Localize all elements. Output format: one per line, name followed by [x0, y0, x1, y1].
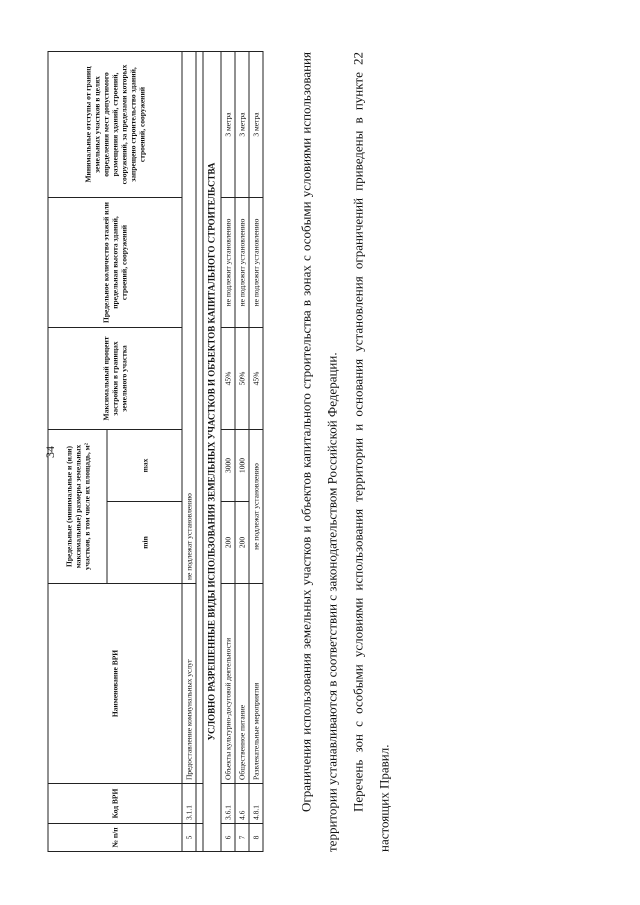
row-num: 7: [235, 824, 249, 852]
table-row: [182, 51, 196, 851]
row-min: 200: [235, 502, 249, 584]
header-code: Код ВРИ: [48, 784, 182, 824]
table-row: [249, 51, 263, 851]
table-gap-row: [196, 51, 203, 851]
header-max: max: [107, 429, 182, 501]
row-min: 200: [221, 502, 235, 584]
row-name: Предоставление коммунальных услуг: [182, 584, 196, 784]
row-floors: не подлежит установлению: [221, 197, 235, 327]
row-name: Развлекательные мероприятия: [249, 584, 263, 784]
header-num: № п/п: [48, 824, 182, 852]
row-max: 1000: [235, 429, 249, 501]
row-code: 3.6.1: [221, 784, 235, 824]
row-setback: 3 метра: [221, 51, 235, 197]
header-name: Наименование ВРИ: [48, 584, 182, 784]
row-percent: 50%: [235, 327, 249, 429]
header-percent: Максимальный процент застройки в границах земельного участка: [48, 327, 182, 429]
vri-table: [48, 51, 264, 852]
row-setback: 3 метра: [235, 51, 249, 197]
header-floors: Предельное количество этажей или предельная высота зданий, строений, сооружений: [48, 197, 182, 327]
row-note: не подлежат установлению: [182, 51, 196, 583]
row-sizes-note: не подлежат установлению: [249, 429, 263, 583]
row-max: 3000: [221, 429, 235, 501]
paragraph: Перечень зон с особыми условиями использования территории и основания установления ограничений приведены в пункте 22 настоящих Правил.: [350, 52, 392, 852]
row-code: 3.1.1: [182, 784, 196, 824]
row-percent: 45%: [249, 327, 263, 429]
header-min: min: [107, 502, 182, 584]
body-text: [293, 52, 397, 852]
section-title: УСЛОВНО РАЗРЕШЕННЫЕ ВИДЫ ИСПОЛЬЗОВАНИЯ ЗЕМЕЛЬНЫХ УЧАСТКОВ И ОБЪЕКТОВ КАПИТАЛЬНОГО СТРОИТЕЛЬСТВА: [203, 51, 221, 851]
row-code: 4.6: [235, 784, 249, 824]
row-name: Общественное питание: [235, 584, 249, 784]
row-setback: 3 метра: [249, 51, 263, 197]
row-num: 6: [221, 824, 235, 852]
table-row: [235, 51, 249, 851]
header-setback: Минимальные отступы от границ земельных участков в целях определения мест допустимого размещения зданий, строений, сооружений, за пределами которых запрещено строительство зданий, строений, сооружений: [48, 51, 182, 197]
row-name: Объекты культурно-досуговой деятельности: [221, 584, 235, 784]
row-percent: 45%: [221, 327, 235, 429]
rotated-page-content: [48, 52, 593, 852]
row-num: 8: [249, 824, 263, 852]
table-row: [221, 51, 235, 851]
row-floors: не подлежит установлению: [235, 197, 249, 327]
row-num: 5: [182, 824, 196, 852]
section-row: [203, 51, 221, 851]
row-floors: не подлежит установлению: [249, 197, 263, 327]
row-code: 4.8.1: [249, 784, 263, 824]
page-number: 34: [43, 446, 57, 458]
paragraph: Ограничения использования земельных участков и объектов капитального строительства в зонах с особыми условиями использования территории устанавливаются в соответствии с законодательством Российской Федерации.: [298, 52, 340, 852]
header-sizes: Предельные (минимальные и (или) максимальные) размеры земельных участков, в том числе их площадь, м²: [48, 429, 107, 583]
